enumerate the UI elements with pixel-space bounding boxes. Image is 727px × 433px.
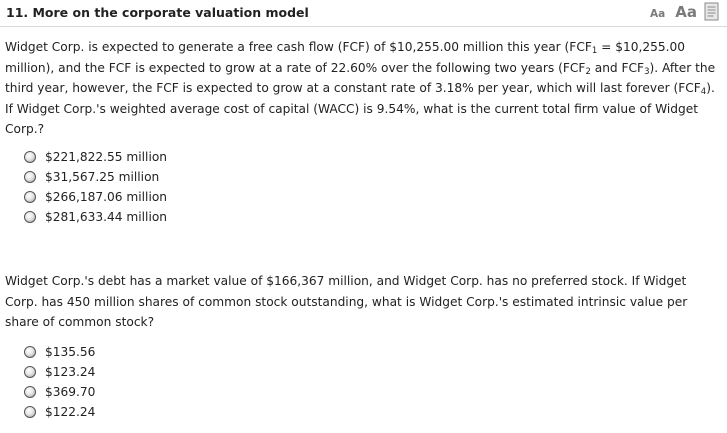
subscript: 3 [644, 66, 650, 77]
option-label: $281,633.44 million [45, 210, 168, 224]
subscript: 4 [700, 87, 707, 97]
radio-button[interactable] [24, 406, 36, 418]
subscript: 1 [591, 46, 598, 56]
question-2-text: Widget Corp.'s debt has a market value of $166,367 million, and Widget Corp. has no preferred stock. If Widget Corp. has 450 million shares of common stock outstanding, what is Widget Corp.'s estimated intrinsic value per share of common stock? [5, 274, 688, 329]
question-2-option-3[interactable] [24, 382, 95, 402]
radio-button[interactable] [24, 191, 36, 203]
question-1-text-part: Widget Corp. is expected to generate a free cash flow (FCF) of $10,255.00 million this year (FCF [5, 40, 592, 54]
question-1-text [5, 37, 721, 140]
option-label: $369.70 [45, 385, 96, 399]
question-2-option-1[interactable] [24, 342, 95, 362]
question-1-text-part: = $10,255.00 million), and the FCF is expected to grow at a rate of 22.60% over the following two years (FCF [5, 40, 686, 75]
subscript: 2 [585, 66, 591, 77]
option-label: $123.24 [45, 365, 96, 379]
header-tools [650, 2, 721, 22]
question-title: 11. More on the corporate valuation model [6, 5, 309, 20]
decrease-font-button[interactable]: Aa [650, 7, 666, 20]
question-1-text-part: ). If Widget Corp.'s weighted average cost of capital (WACC) is 9.54%, what is the current total firm value of Widget Corp.? [5, 81, 715, 136]
question-2-option-4[interactable] [24, 402, 95, 422]
print-icon[interactable] [703, 2, 721, 22]
option-label: $221,822.55 million [45, 150, 168, 164]
radio-button[interactable] [24, 346, 36, 358]
question-2-options [24, 342, 95, 422]
question-header [0, 0, 727, 27]
option-label: $135.56 [45, 345, 96, 359]
question-1-option-2[interactable] [24, 167, 167, 187]
radio-button[interactable] [24, 366, 36, 378]
question-1-option-4[interactable] [24, 207, 167, 227]
question-2-option-2[interactable] [24, 362, 95, 382]
radio-button[interactable] [24, 211, 36, 223]
option-label: $31,567.25 million [45, 170, 160, 184]
radio-button[interactable] [24, 386, 36, 398]
radio-button[interactable] [24, 151, 36, 163]
question-1-option-3[interactable] [24, 187, 167, 207]
question-1-options [24, 147, 167, 227]
increase-font-button[interactable]: Aa [675, 3, 697, 21]
question-1-text-part: and FCF [590, 60, 645, 75]
question-1-option-1[interactable] [24, 147, 167, 167]
radio-button[interactable] [24, 171, 36, 183]
question-1-text-part: ). After the third year, however, the FCF is expected to grow at a constant rate of 3.18% per year, which will last forever (FCF [5, 60, 716, 95]
option-label: $266,187.06 million [45, 190, 168, 204]
option-label: $122.24 [45, 405, 96, 419]
